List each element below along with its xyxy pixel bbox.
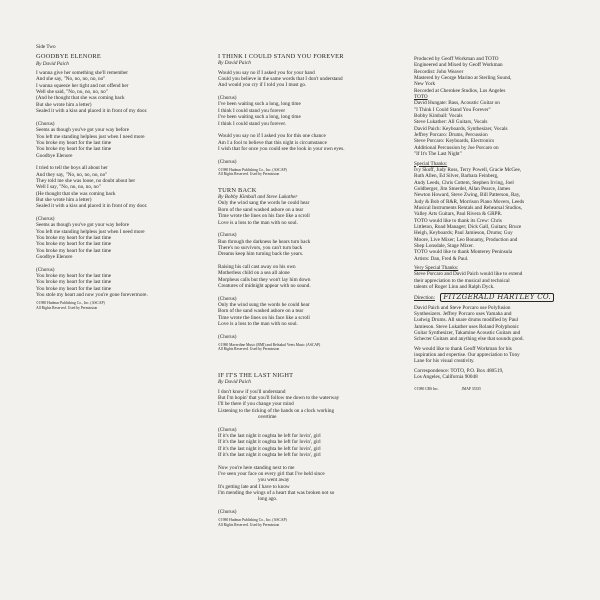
text-line: Could you believe in the same words that I don't understand — [218, 76, 343, 83]
song-title-i-think-i-could-stand-you-forever: I THINK I COULD STAND YOU FOREVER — [218, 53, 344, 60]
text-line: Newton Howard, Steve Zwing, Bill Patterson, Ray, — [414, 192, 521, 199]
text-line: I don't know if you'll understand — [218, 388, 286, 395]
text-line: Bobby Kimball: Vocals — [414, 113, 463, 120]
text-line: You left me standing helpless just when I need more — [36, 133, 145, 140]
text-line: Littleton, Road Manager; Dick Gall, Guitars; Bruce — [414, 223, 522, 230]
text-line: inspiration and expertise. Our appreciation to Tony — [414, 352, 520, 359]
management-logo: FITZGERALD HARTLEY CO. — [440, 293, 554, 301]
text-line: If it's the last night it oughta be left for lovin', girl — [218, 439, 321, 446]
text-line: (Chorus) — [218, 426, 237, 433]
text-line: Now you're here standing next to me — [218, 464, 295, 471]
text-line: Goodbye Elenore — [36, 152, 73, 159]
correspondence-address — [414, 368, 596, 381]
text-line: "If It's The Last Night" — [414, 151, 462, 158]
copyright-turn-back — [218, 343, 408, 352]
text-line: Only the wind sang the words he could hear — [218, 200, 310, 207]
text-line: Los Angeles, California 90048 — [414, 374, 478, 381]
lyrics-turn-back — [218, 200, 408, 340]
song-byline: By David Paich — [36, 60, 69, 67]
band-members — [414, 100, 596, 157]
text-line: But she wrote him a letter) — [36, 101, 92, 108]
text-line: Seems as though you've got your way before — [36, 222, 129, 229]
song-title-if-its-the-last-night: IF IT'S THE LAST NIGHT — [218, 371, 294, 379]
text-line: Guitar Synthesizer, Takamine Acoustic Guitars and — [414, 330, 521, 337]
production-credits — [414, 56, 596, 94]
text-line: I've seen your face on every girl that I've held since — [218, 471, 325, 478]
column-middle — [218, 53, 408, 527]
song-byline: By David Paich — [218, 379, 251, 386]
text-line: Love is a loss to the man with no soul. — [218, 219, 298, 226]
text-line: And would you cry if I told you I must go. — [218, 82, 307, 89]
text-line: (Chorus) — [218, 158, 237, 165]
text-line: You broke my heart for the last time — [36, 139, 112, 146]
text-line: Steve Lukather: All Guitars, Vocals — [414, 119, 488, 126]
text-line: Heigh, Keyboards; Paul Jamieson, Drums; Guy — [414, 230, 513, 237]
text-line: Time wrote the lines on his face like a scroll — [218, 213, 310, 220]
text-line: Seems as though you've got your way before — [36, 127, 129, 134]
text-line: TOTO would like to thank Monterey Peninsula — [414, 249, 513, 256]
text-line: "I Think I Could Stand You Forever" — [414, 106, 491, 113]
special-thanks-text — [414, 167, 596, 262]
text-line: (And he thought that she was coming back — [36, 95, 125, 102]
text-line: All Rights Reserved. Used by Permission — [218, 172, 280, 177]
text-line: We would like to thank Geoff Workman for his — [414, 345, 512, 352]
text-line: I tried to tell the boys all about her — [36, 165, 108, 172]
text-line: Listening to the ticking of the hands on a clock working — [218, 407, 335, 414]
text-line: Born of the sand washed ashore on a tear — [218, 308, 304, 315]
text-line: I wanna give her something she'll remember — [36, 70, 128, 77]
text-line: ©1980 Hudmar Publishing Co., Inc. (ASCAP) — [218, 167, 287, 172]
text-line: ©1980 Hudmar Publishing Co., Inc. (ASCAP) — [218, 518, 287, 523]
text-line: ©1980 Maverdine Music (BMI) and Rehtakul Veets Music (ASCAP) — [218, 343, 321, 348]
text-line: It's getting late and I have to know — [218, 483, 290, 490]
song-title-turn-back: TURN BACK — [218, 186, 257, 194]
text-line: Artists: Dan, Fred & Paul. — [414, 255, 469, 262]
text-line: But she wrote him a letter) — [36, 196, 92, 203]
text-line: Recordist: John Weaver — [414, 68, 464, 75]
copyright-goodbye-elenore — [36, 301, 206, 310]
text-line: Love is a loss to the man with no soul. — [218, 321, 298, 327]
text-line: TOTO would like to thank its Crew: Chris — [414, 217, 502, 224]
text-line: If it's the last night it oughta be left for lovin', girl — [218, 452, 321, 459]
text-line: But I'm hopin' that you'll follow me down to the waterway — [218, 394, 340, 401]
song-byline: By David Paich — [218, 60, 251, 67]
text-line: All Rights Reserved. Used by Permission — [218, 522, 280, 527]
text-line: Lane for his visual creativity. — [414, 358, 475, 365]
text-line: I think I could stand you forever — [218, 107, 286, 114]
text-line: I've been waiting such a long, long time — [218, 101, 301, 108]
text-line: Well she said, "No, no, no, no, no" — [36, 89, 108, 96]
text-line: Engineered and Mixed by Geoff Workman — [414, 62, 503, 69]
text-line: You broke my heart for the last time — [36, 241, 112, 248]
text-line: I've been waiting such a long, long time — [218, 114, 301, 121]
text-line: their appreciation to the musical and technical — [414, 277, 510, 284]
text-line: You broke my heart for the last time — [36, 235, 112, 242]
text-line: Goldberger, Jim Smerdel, Allan Pearce, James — [414, 185, 511, 192]
text-line: Time wrote the lines on his face like a scroll — [218, 314, 310, 321]
text-line: You broke my heart for the last time — [36, 285, 112, 292]
text-line: overtime — [258, 413, 277, 420]
text-line: David Hungate: Bass, Acoustic Guitar on — [414, 100, 500, 107]
text-line: Musical Instruments Rentals and Rehearsal Studios, — [414, 204, 523, 211]
text-line: Well I say, "No, no, no, no, no" — [36, 184, 101, 191]
text-line: I wanna squeeze her tight and not offend her — [36, 82, 129, 89]
column-side-two — [36, 44, 206, 310]
text-line: If it's the last night it oughta be left for lovin', girl — [218, 445, 321, 452]
text-line: I wish that for once you could see the look in your own eyes. — [218, 145, 345, 152]
text-line: Andy Leeds, Chris Cottem, Stephen Irving, Joel — [414, 179, 514, 186]
text-line: Additional Percussion by Joe Porcaro on — [414, 144, 499, 151]
text-line: Produced by Geoff Workman and TOTO — [414, 56, 499, 62]
text-line: Moore, Live Mixer; Leo Bonamy, Production and — [414, 236, 518, 243]
text-line: (Chorus) — [218, 509, 237, 516]
text-line: ©1980 Hudmar Publishing Co., Inc. (ASCAP) — [36, 301, 105, 306]
catalog-number: JMAP 35335 — [461, 386, 481, 391]
text-line: talents of Roger Linn and Ralph Dyck. — [414, 284, 495, 291]
copyright-if-its-the-last-night — [218, 518, 408, 527]
text-line: You broke my heart for the last time — [36, 146, 112, 153]
text-line: Only the wind sung the words he could hear — [218, 301, 310, 308]
text-line: Recorded at Cherokee Studios, Los Angeles — [414, 87, 506, 94]
text-line: Born of the sand washed ashore on a tear — [218, 206, 304, 213]
text-line: long ago. — [258, 496, 278, 503]
text-line: New York — [414, 81, 436, 88]
label-copyright-line — [414, 387, 596, 391]
lyrics-i-think-i-could-stand-you-forever — [218, 70, 408, 165]
text-line: They told me she was loose, no doubt about her — [36, 177, 136, 184]
special-thanks-heading: Special Thanks: — [414, 160, 448, 167]
text-line: Sealed it with a kiss and placed it in front of my door. — [36, 203, 148, 210]
text-line: David Paich and Steve Porcaro use Polyfusion — [414, 304, 511, 311]
text-line: If it's the last night it oughta be left for lovin', girl — [218, 433, 321, 439]
text-line: And they say, "No, no, no, no, no" — [36, 171, 108, 178]
text-line: Dreams keep him turning back the years. — [218, 251, 304, 258]
text-line: I'm mending the wings of a heart that was broken not so — [218, 490, 335, 497]
text-line: All Rights Reserved. Used by Permission — [36, 305, 98, 310]
text-line: Synthesizers. Jeffrey Porcaro uses Yamaha and — [414, 311, 512, 318]
text-line: Run through the darkness he hears turn back — [218, 238, 311, 245]
text-line: (Chorus) — [36, 120, 55, 127]
text-line: (Chorus) — [218, 295, 237, 302]
text-line: Ivy Skoff, Judy Ross, Terry Powell, Gracie McGee, — [414, 166, 522, 173]
equipment-credits — [414, 305, 596, 343]
text-line: Morpheus calls but they won't lay him down — [218, 276, 311, 283]
workman-thanks — [414, 346, 596, 365]
text-line: Am I a fool to believe that this night is circumstance — [218, 139, 327, 146]
lyrics-goodbye-elenore — [36, 70, 206, 298]
very-special-thanks-heading: Very Special Thanks: — [414, 265, 459, 271]
song-byline: By Bobby Kimball and Steve Lukather — [218, 194, 298, 201]
text-line: You broke my heart for the last time — [36, 273, 112, 280]
lyrics-if-its-the-last-night — [218, 389, 408, 516]
text-line: Judy & Bob of R&R, Morrison Piano Movers, Leeds — [414, 198, 525, 205]
text-line: Steve Porcaro and David Paich would like to extend — [414, 271, 523, 278]
text-line: Goodbye Elenore — [36, 254, 73, 261]
text-line: (Chorus) — [218, 333, 237, 340]
text-line: Steve Porcaro: Keyboards, Electronics — [414, 138, 495, 145]
text-line: Creatures of midnight appear with no sound. — [218, 282, 311, 289]
text-line: You left me standing helpless just when I need more — [36, 228, 145, 235]
side-heading: Side Two — [36, 44, 56, 50]
text-line: (Chorus) — [218, 95, 237, 102]
label-copyright: ©1980 CBS Inc. — [414, 386, 439, 391]
text-line: You broke my heart for the last time — [36, 247, 112, 254]
text-line: Raising his call cast away on his own — [218, 263, 296, 270]
text-line: I'll be there if you change your mind — [218, 401, 294, 408]
direction-line — [414, 293, 596, 301]
text-line: Jeffrey Porcaro: Drums, Percussion — [414, 132, 488, 139]
text-line: I think I could stand you forever. — [218, 120, 287, 127]
text-line: Ruth Allen, Ed Silver, Barbara Feinberg, — [414, 173, 499, 180]
text-line: (He thought that she was coming back — [36, 190, 116, 197]
text-line: And she say, "No, no, no, no, no" — [36, 76, 106, 83]
text-line: Shep Lonsdale, Stage Mixer. — [414, 242, 474, 249]
text-line: Would you say no if I asked you for your hand — [218, 69, 315, 76]
text-line: Motherless child on a sea all alone — [218, 270, 290, 277]
text-line: Would you say no if I asked you for this one chance — [218, 133, 326, 140]
text-line: You stole my heart and now you're gone forevermore. — [36, 292, 148, 299]
direction-label: Direction: — [414, 295, 436, 302]
text-line: (Chorus) — [218, 232, 237, 239]
text-line: Schecter Guitars and anything else that sounds good. — [414, 336, 524, 343]
text-line: You broke my heart for the last time — [36, 279, 112, 286]
text-line: Valley Arts Guitars, Paul Rivera & GRPR. — [414, 211, 503, 218]
very-special-thanks-text — [414, 271, 596, 290]
text-line: Mastered by George Marino at Sterling Sound, — [414, 75, 512, 82]
column-credits — [414, 56, 596, 391]
copyright-i-think-i-could-stand-you-forever — [218, 168, 408, 177]
song-title-goodbye-elenore: GOODBYE ELENORE — [36, 53, 101, 61]
toto-heading: TOTO — [414, 94, 428, 101]
text-line: Ludwig Drums. All snare drums modified by Paul — [414, 317, 519, 324]
text-line: David Paich: Keyboards, Synthesizer, Vocals — [414, 125, 508, 132]
text-line: Sealed it with a kiss and placed it in front of my door. — [36, 108, 148, 115]
text-line: Jamieson. Steve Lukather uses Roland Polyphonic — [414, 323, 519, 330]
text-line: (Chorus) — [36, 266, 55, 273]
text-line: All Rights Reserved. Used by Permission — [218, 347, 280, 352]
text-line: Correspondence: TOTO, P.O. Box 480519, — [414, 367, 504, 374]
text-line: (Chorus) — [36, 216, 55, 222]
text-line: you went away — [258, 477, 290, 484]
text-line: There's no survivors, you can't turn back — [218, 244, 303, 251]
